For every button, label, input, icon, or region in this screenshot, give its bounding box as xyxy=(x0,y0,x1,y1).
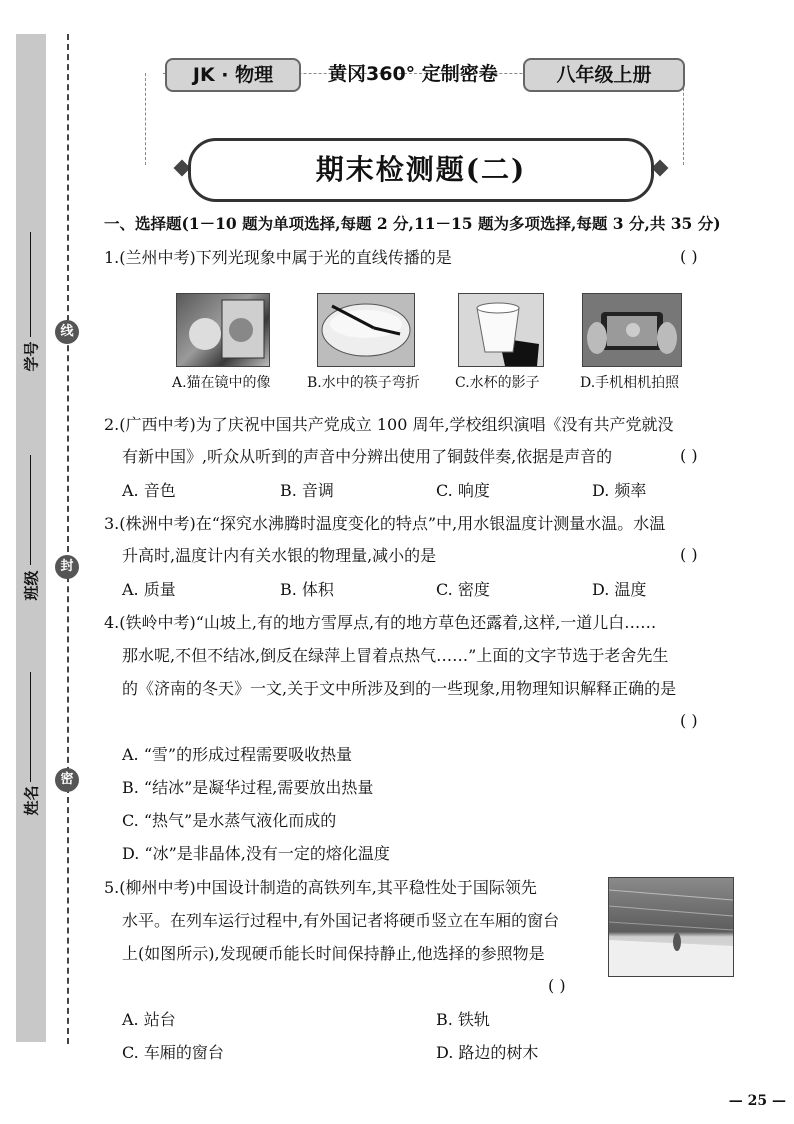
q3-option-c: C. 密度 xyxy=(436,580,490,599)
seal-mark-line: 线 xyxy=(55,320,79,344)
q4-option-d: D. “冰”是非晶体,没有一定的熔化温度 xyxy=(122,844,390,863)
q1-caption-d: D.手机相机拍照 xyxy=(580,375,680,391)
q5-option-c: C. 车厢的窗台 xyxy=(122,1043,224,1062)
q1-caption-a: A.猫在镜中的像 xyxy=(172,375,271,391)
q4-line1: 4.(铁岭中考)“山坡上,有的地方雪厚点,有的地方草色还露着,这样,一道儿白…… xyxy=(104,613,657,632)
q3-answer-blank: ( ) xyxy=(680,545,698,564)
q3-option-b: B. 体积 xyxy=(280,580,334,599)
q2-answer-blank: ( ) xyxy=(680,446,698,465)
q5-photo-coin-windowsill xyxy=(608,877,734,977)
subject-badge: JK · 物理 xyxy=(165,58,301,92)
q3-line1: 3.(株洲中考)在“探究水沸腾时温度变化的特点”中,用水银温度计测量水温。水温 xyxy=(104,514,666,533)
q4-line3: 的《济南的冬天》一文,关于文中所涉及到的一些现象,用物理知识解释正确的是 xyxy=(122,679,677,698)
name-underline xyxy=(30,672,31,782)
q1-photo-cat-mirror xyxy=(176,293,270,367)
q4-line2: 那水呢,不但不结冰,倒反在绿萍上冒着点热气……”上面的文字节选于老舍先生 xyxy=(122,646,669,665)
name-label: 姓名 xyxy=(22,785,41,816)
q4-answer-blank: ( ) xyxy=(680,711,698,730)
q2-option-b: B. 音调 xyxy=(280,481,334,500)
q1-answer-blank: ( ) xyxy=(680,247,698,266)
q3-line2: 升高时,温度计内有关水银的物理量,减小的是 xyxy=(122,546,437,565)
q5-line2: 水平。在列车运行过程中,有外国记者将硬币竖立在车厢的窗台 xyxy=(122,911,560,930)
q2-option-c: C. 响度 xyxy=(436,481,490,500)
q5-line1: 5.(柳州中考)中国设计制造的高铁列车,其平稳性处于国际领先 xyxy=(104,878,537,897)
student-id-underline xyxy=(30,232,31,337)
class-underline xyxy=(30,455,31,565)
section-heading: 一、选择题(1－10 题为单项选择,每题 2 分,11－15 题为多项选择,每题 3 分,共 35 分) xyxy=(104,214,721,233)
page-title: 期末检测题(二) xyxy=(188,138,654,202)
q5-option-a: A. 站台 xyxy=(122,1010,176,1029)
q5-option-b: B. 铁轨 xyxy=(436,1010,490,1029)
q4-option-a: A. “雪”的形成过程需要吸收热量 xyxy=(122,745,353,764)
q4-option-c: C. “热气”是水蒸气液化而成的 xyxy=(122,811,337,830)
q1-caption-c: C.水杯的影子 xyxy=(455,375,540,391)
binding-dashed-line xyxy=(67,34,69,1044)
q2-option-a: A. 音色 xyxy=(122,481,176,500)
q5-option-d: D. 路边的树木 xyxy=(436,1043,539,1062)
q4-option-b: B. “结冰”是凝华过程,需要放出热量 xyxy=(122,778,374,797)
q1-photo-chopstick-bowl xyxy=(317,293,415,367)
q5-answer-blank: ( ) xyxy=(548,976,566,995)
class-label: 班级 xyxy=(22,570,41,601)
q5-line3: 上(如图所示),发现硬币能长时间保持静止,他选择的参照物是 xyxy=(122,944,545,963)
q3-option-d: D. 温度 xyxy=(592,580,647,599)
q1-photo-cup-shadow xyxy=(458,293,544,367)
seal-mark-secret: 密 xyxy=(55,768,79,792)
q1-caption-b: B.水中的筷子弯折 xyxy=(307,375,420,391)
q2-line1: 2.(广西中考)为了庆祝中国共产党成立 100 周年,学校组织演唱《没有共产党就没 xyxy=(104,415,674,434)
q1-stem: 1.(兰州中考)下列光现象中属于光的直线传播的是 xyxy=(104,248,452,267)
grade-badge: 八年级上册 xyxy=(523,58,685,92)
student-id-label: 学号 xyxy=(22,341,41,372)
q3-option-a: A. 质量 xyxy=(122,580,176,599)
binding-sidebar xyxy=(16,34,46,1042)
q2-option-d: D. 频率 xyxy=(592,481,647,500)
seal-mark-seal: 封 xyxy=(55,555,79,579)
q1-photo-phone-camera xyxy=(582,293,682,367)
series-title: 黄冈360° 定制密卷 xyxy=(328,63,498,85)
q2-line2: 有新中国》,听众从听到的声音中分辨出使用了铜鼓伴奏,依据是声音的 xyxy=(122,447,613,466)
page-number: — 25 — xyxy=(728,1093,786,1109)
